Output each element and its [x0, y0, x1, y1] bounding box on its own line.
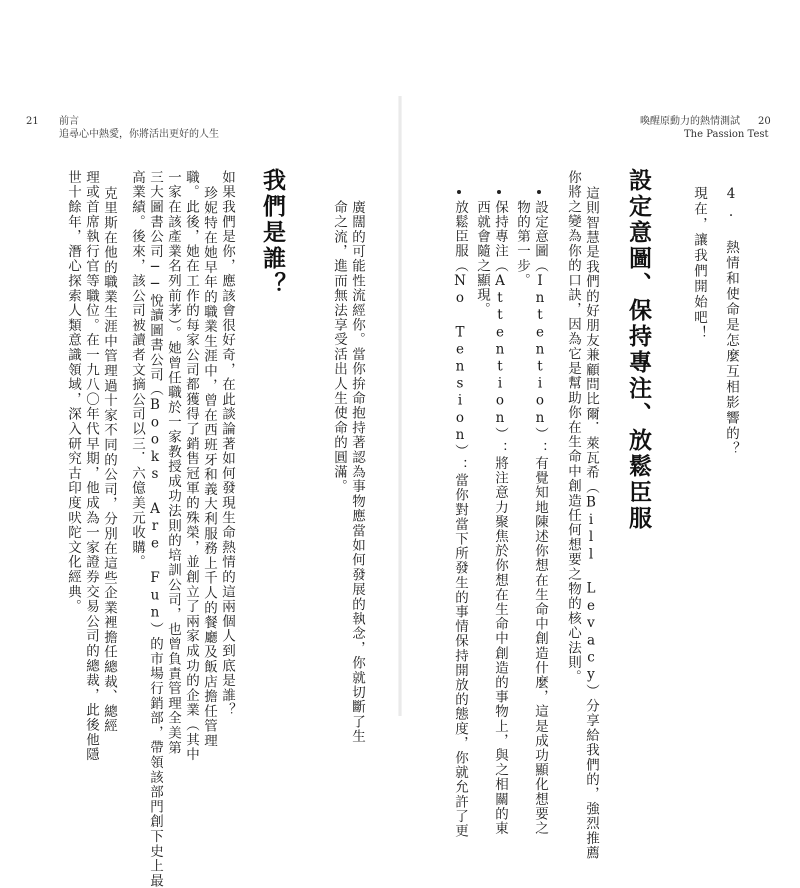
page-number-right: 20 — [758, 116, 771, 127]
bullet-marker — [497, 190, 501, 194]
page-gutter — [398, 96, 402, 716]
bullet-marker — [537, 190, 541, 194]
bullet-column: 西就會隨之顯現。 — [474, 200, 490, 317]
body-column: 三大圖書公司──悅讀圖書公司（Books Are Fun）的市場行銷部，帶領該部門創下史上最 — [147, 170, 163, 888]
body-column: 世十餘年，潛心探索人類意識領域，深入研究古印度吠陀文化經典。 — [65, 170, 81, 614]
bullet-column: 設定意圖（Intention）：有覺知地陳述你想在生命中創造什麼，這是成功顯化想要之 — [532, 200, 548, 836]
body-column: 理或首席執行官等職位。在一九八〇年代早期，他成為一家證券交易公司的總裁，此後他隱 — [83, 170, 99, 762]
section-heading: 設定意圖、保持專注、放鬆臣服 — [625, 168, 651, 532]
body-column: 克里斯在他的職業生涯中管理過十家不同的公司，分別在這些企業裡擔任總裁、總經 — [101, 186, 117, 734]
chapter-subtitle: 追尋心中熱愛，你將活出更好的人生 — [59, 129, 219, 140]
bullet-column: 放鬆臣服（No Tension）：當你對當下所發生的事情保持開放的態度，你就允許了更 — [452, 200, 468, 839]
bullet-column: 廣闊的可能性流經你。當你拚命抱持著認為事物應當如何發展的執念，你就切斷了生 — [349, 200, 365, 744]
page-number-left: 21 — [26, 116, 39, 127]
intro-line: 現在，讓我們開始吧！ — [691, 186, 707, 341]
body-column: 職。此後，她在工作的每家公司都獲得了銷售冠軍的殊榮，並創立了兩家成功的企業（其中 — [183, 170, 199, 762]
body-column: 你將之變為你的口訣，因為它是幫助你在生命中創造任何想要之物的核心法則。 — [565, 170, 581, 685]
body-column: 一家在該產業名列前茅）。她曾任職於一家教授成功法則的培訓公司，也曾負責管理全美第 — [165, 170, 181, 756]
bullet-marker — [457, 190, 461, 194]
body-column: 這則智慧是我們的好朋友兼顧問比爾．萊瓦希（Bill Levacy）分享給我們的，強烈推薦 — [583, 186, 599, 861]
bullet-column: 命之流，進而無法享受活出人生使命的圓滿。 — [331, 200, 347, 494]
bullet-column: 保持專注（Attention）：將注意力聚焦於你想在生命中創造的事物上，與之相關的東 — [492, 200, 508, 836]
body-column: 高業績。後來，該公司被讀者文摘公司以三．六億美元收購。 — [129, 170, 145, 570]
running-title: 喚醒原動力的熱情測試 — [640, 116, 740, 127]
bullet-column: 物的第一步。 — [514, 200, 530, 288]
body-column: 如果我們是你，應該會很好奇，在此談論著如何發現生命熱情的這兩個人到底是誰？ — [219, 170, 235, 718]
running-subtitle: The Passion Test — [684, 129, 769, 140]
body-column: 珍妮特在她早年的職業生涯中，曾在西班牙和義大利服務上千人的餐廳及飯店擔任管理 — [201, 186, 217, 749]
section-label: 前言 — [59, 116, 79, 127]
question-line: 4. 熱情和使命是怎麼互相影響的？ — [723, 186, 739, 457]
section-heading: 我們是誰？ — [259, 168, 285, 298]
